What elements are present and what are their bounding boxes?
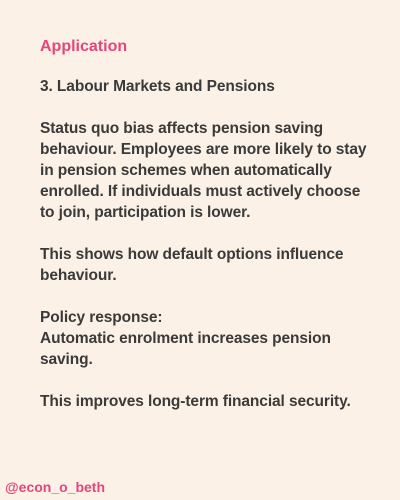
policy-response-text: Automatic enrolment increases pension saving. bbox=[40, 330, 331, 368]
content-card bbox=[40, 36, 376, 433]
page-heading: Application bbox=[40, 38, 128, 55]
policy-response-block bbox=[40, 307, 376, 370]
paragraph-status-quo-bias: Status quo bias affects pension saving behaviour. Employees are more likely to stay in pension schemes when automatically enrolled. If individuals must actively choose to join, participation is lower. bbox=[40, 120, 367, 221]
paragraph-financial-security: This improves long-term financial security. bbox=[40, 393, 351, 410]
paragraph-default-options: This shows how default options influence behaviour. bbox=[40, 246, 344, 284]
author-handle: @econ_o_beth bbox=[5, 479, 106, 495]
section-title: 3. Labour Markets and Pensions bbox=[40, 78, 275, 95]
policy-response-label: Policy response: bbox=[40, 309, 163, 326]
